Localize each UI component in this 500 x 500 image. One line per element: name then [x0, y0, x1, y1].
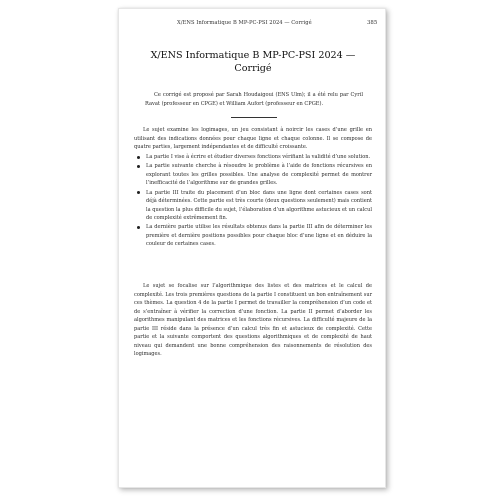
credits-paragraph: Ce corrigé est proposé par Sarah Houdaigoui (ENS Ulm); il a été relu par Cyril Ravat (professeur en CPGE) et William Aufort (professeur en CPGE). [145, 92, 363, 107]
running-header: X/ENS Informatique B MP-PC-PSI 2024 — Corrigé [177, 20, 312, 26]
list-item [134, 162, 372, 188]
list-item [134, 223, 372, 249]
list-item [134, 189, 372, 223]
list-item-text: La dernière partie utilise les résultats obtenus dans la partie III afin de déterminer les première et dernière positions possibles pour chaque bloc d’une ligne et en déduire la couleur de certaines cases. [146, 224, 372, 248]
title-line-2: Corrigé [234, 63, 272, 74]
bullet-icon [137, 226, 140, 229]
list-item-text: La partie III traite du placement d’un bloc dans une ligne dont certaines cases sont déjà déterminées. Cette partie est très courte (deux questions seulement) mais contient la question la plus difficile du sujet, l’élaboration d’un algorithme astucieux et un calcul de complexité extrêmement fin. [146, 189, 372, 222]
parts-list [134, 153, 372, 250]
bullet-icon [137, 191, 140, 194]
bullet-icon [137, 165, 140, 168]
list-item [134, 153, 372, 162]
list-item-text: La partie I vise à écrire et étudier diverses fonctions vérifiant la validité d’une solution. [146, 154, 371, 160]
list-item-text: La partie suivante cherche à résoudre le problème à l’aide de fonctions récursives en explorant toutes les grilles possibles. Une analyse de complexité permet de montrer l’inefficacité de l’algorithme sur de grandes grilles. [146, 163, 372, 187]
bullet-icon [137, 156, 140, 159]
document-page [118, 8, 386, 488]
outro-paragraph: Le sujet se focalise sur l’algorithmique des listes et des matrices et le calcul de complexité. Les trois premières questions de la partie I constituent un bon entraînement sur ces thèmes. La question 4 de la partie I permet de travailler la compréhension d’un code et de s’entraîner à vérifier la correction d’une fonction. La partie II permet d’aborder les algorithmes manipulant des matrices et les fonctions récursives. La difficulté majeure de la partie III réside dans la présence d’un calcul très fin et astucieux de complexité. Cette partie et la suivante comportent des questions algorithmiques et de complexité de haut niveau qui demandent une bonne compréhension des raisonnements de résolution des logimages. [134, 283, 372, 357]
page-number: 385 [367, 20, 378, 26]
title-line-1: X/ENS Informatique B MP-PC-PSI 2024 — [150, 50, 356, 61]
intro-paragraph: Le sujet examine les logimages, un jeu consistant à noircir les cases d’une grille en utilisant des indications données pour chaque ligne et chaque colonne. Il se compose de quatre parties, largement indépendantes et de difficulté croissante. [134, 127, 372, 150]
separator-rule [231, 117, 277, 118]
page-title [137, 49, 369, 75]
